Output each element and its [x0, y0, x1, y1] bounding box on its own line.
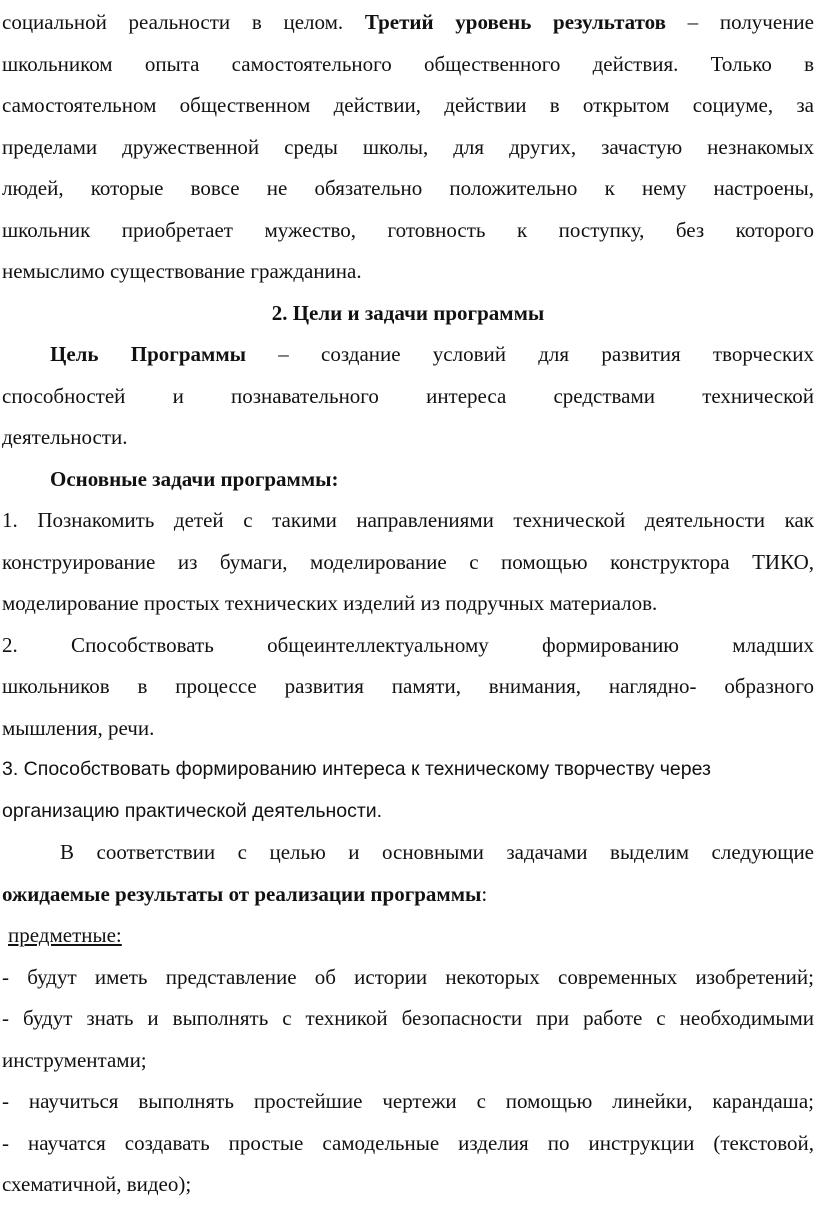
- result-item-3: - научиться выполнять простейшие чертежи с помощью линейки, карандаша;: [2, 1089, 814, 1113]
- task-2-line-1: 2. Способствовать общеинтеллектуальному формированию младших: [2, 632, 814, 657]
- intro-paragraph: [2, 2, 814, 293]
- subject-results-label: [2, 915, 814, 957]
- task-3-line-2: организацию практической деятельности.: [2, 799, 383, 822]
- result-item-1: - будут иметь представление об истории некоторых современных изобретений;: [2, 964, 814, 989]
- task-2-line-2: школьников в процессе развития памяти, внимания, наглядно- образного: [2, 674, 814, 698]
- goal-label: Цель Программы: [50, 342, 247, 366]
- result-item-4-line-1: - научатся создавать простые самодельные изделия по инструкции (текстовой,: [2, 1130, 814, 1155]
- task-1-line-1: 1. Познакомить детей с такими направлениями технической деятельности как: [2, 508, 814, 532]
- task-2-line-3: мышления, речи.: [2, 715, 155, 740]
- results-colon: :: [481, 881, 488, 906]
- result-item-2-line-1: - будут знать и выполнять с техникой безопасности при работе с необходимыми: [2, 1006, 814, 1030]
- goal-paragraph: [2, 334, 814, 459]
- third-level-results-term: Третий уровень результатов: [364, 10, 666, 34]
- goal-line-3: деятельности.: [2, 425, 128, 449]
- task-1-line-2: конструирование из бумаги, моделирование с помощью конструктора ТИКО,: [2, 549, 814, 574]
- intro-line-1: [2, 2, 814, 44]
- intro-text-end: – получение: [665, 10, 814, 34]
- goal-line-1: [2, 334, 814, 376]
- intro-text-start: социальной реальности в целом.: [2, 10, 365, 34]
- task-3-line-1: 3. Способствовать формированию интереса к техническому творчеству через: [2, 758, 711, 780]
- task-1-line-3: моделирование простых технических изделий из подручных материалов.: [2, 591, 658, 615]
- intro-line-6: школьник приобретает мужество, готовность к поступку, без которого: [2, 217, 814, 242]
- intro-line-4: пределами дружественной среды школы, для других, зачастую незнакомых: [2, 134, 814, 159]
- result-item-2-line-2: инструментами;: [2, 1047, 147, 1072]
- result-item-4-line-2: схематичной, видео);: [2, 1172, 192, 1196]
- intro-line-3: самостоятельном общественном действии, действии в открытом социуме, за: [2, 93, 814, 117]
- section-heading: [2, 293, 814, 335]
- tasks-section: [2, 459, 814, 833]
- intro-line-5: людей, которые вовсе не обязательно положительно к нему настроены,: [2, 176, 814, 200]
- goal-line-2: способностей и познавательного интереса средствами технической: [2, 383, 814, 408]
- section-heading-text: 2. Цели и задачи программы: [271, 300, 545, 325]
- results-section: [2, 832, 814, 1206]
- tasks-heading-text: Основные задачи программы:: [50, 466, 339, 491]
- subject-results-text: предметные:: [8, 923, 122, 947]
- intro-line-7: немыслимо существование гражданина.: [2, 259, 362, 283]
- results-intro-line-1: В соответствии с целью и основными задачами выделим следующие: [60, 840, 814, 864]
- expected-results-term: ожидаемые результаты от реализации программы: [2, 881, 482, 906]
- results-intro-line-2: [2, 874, 814, 916]
- goal-text: – создание условий для развития творческих: [246, 342, 814, 366]
- tasks-heading: [2, 459, 814, 501]
- intro-line-2: школьником опыта самостоятельного общественного действия. Только в: [2, 51, 814, 76]
